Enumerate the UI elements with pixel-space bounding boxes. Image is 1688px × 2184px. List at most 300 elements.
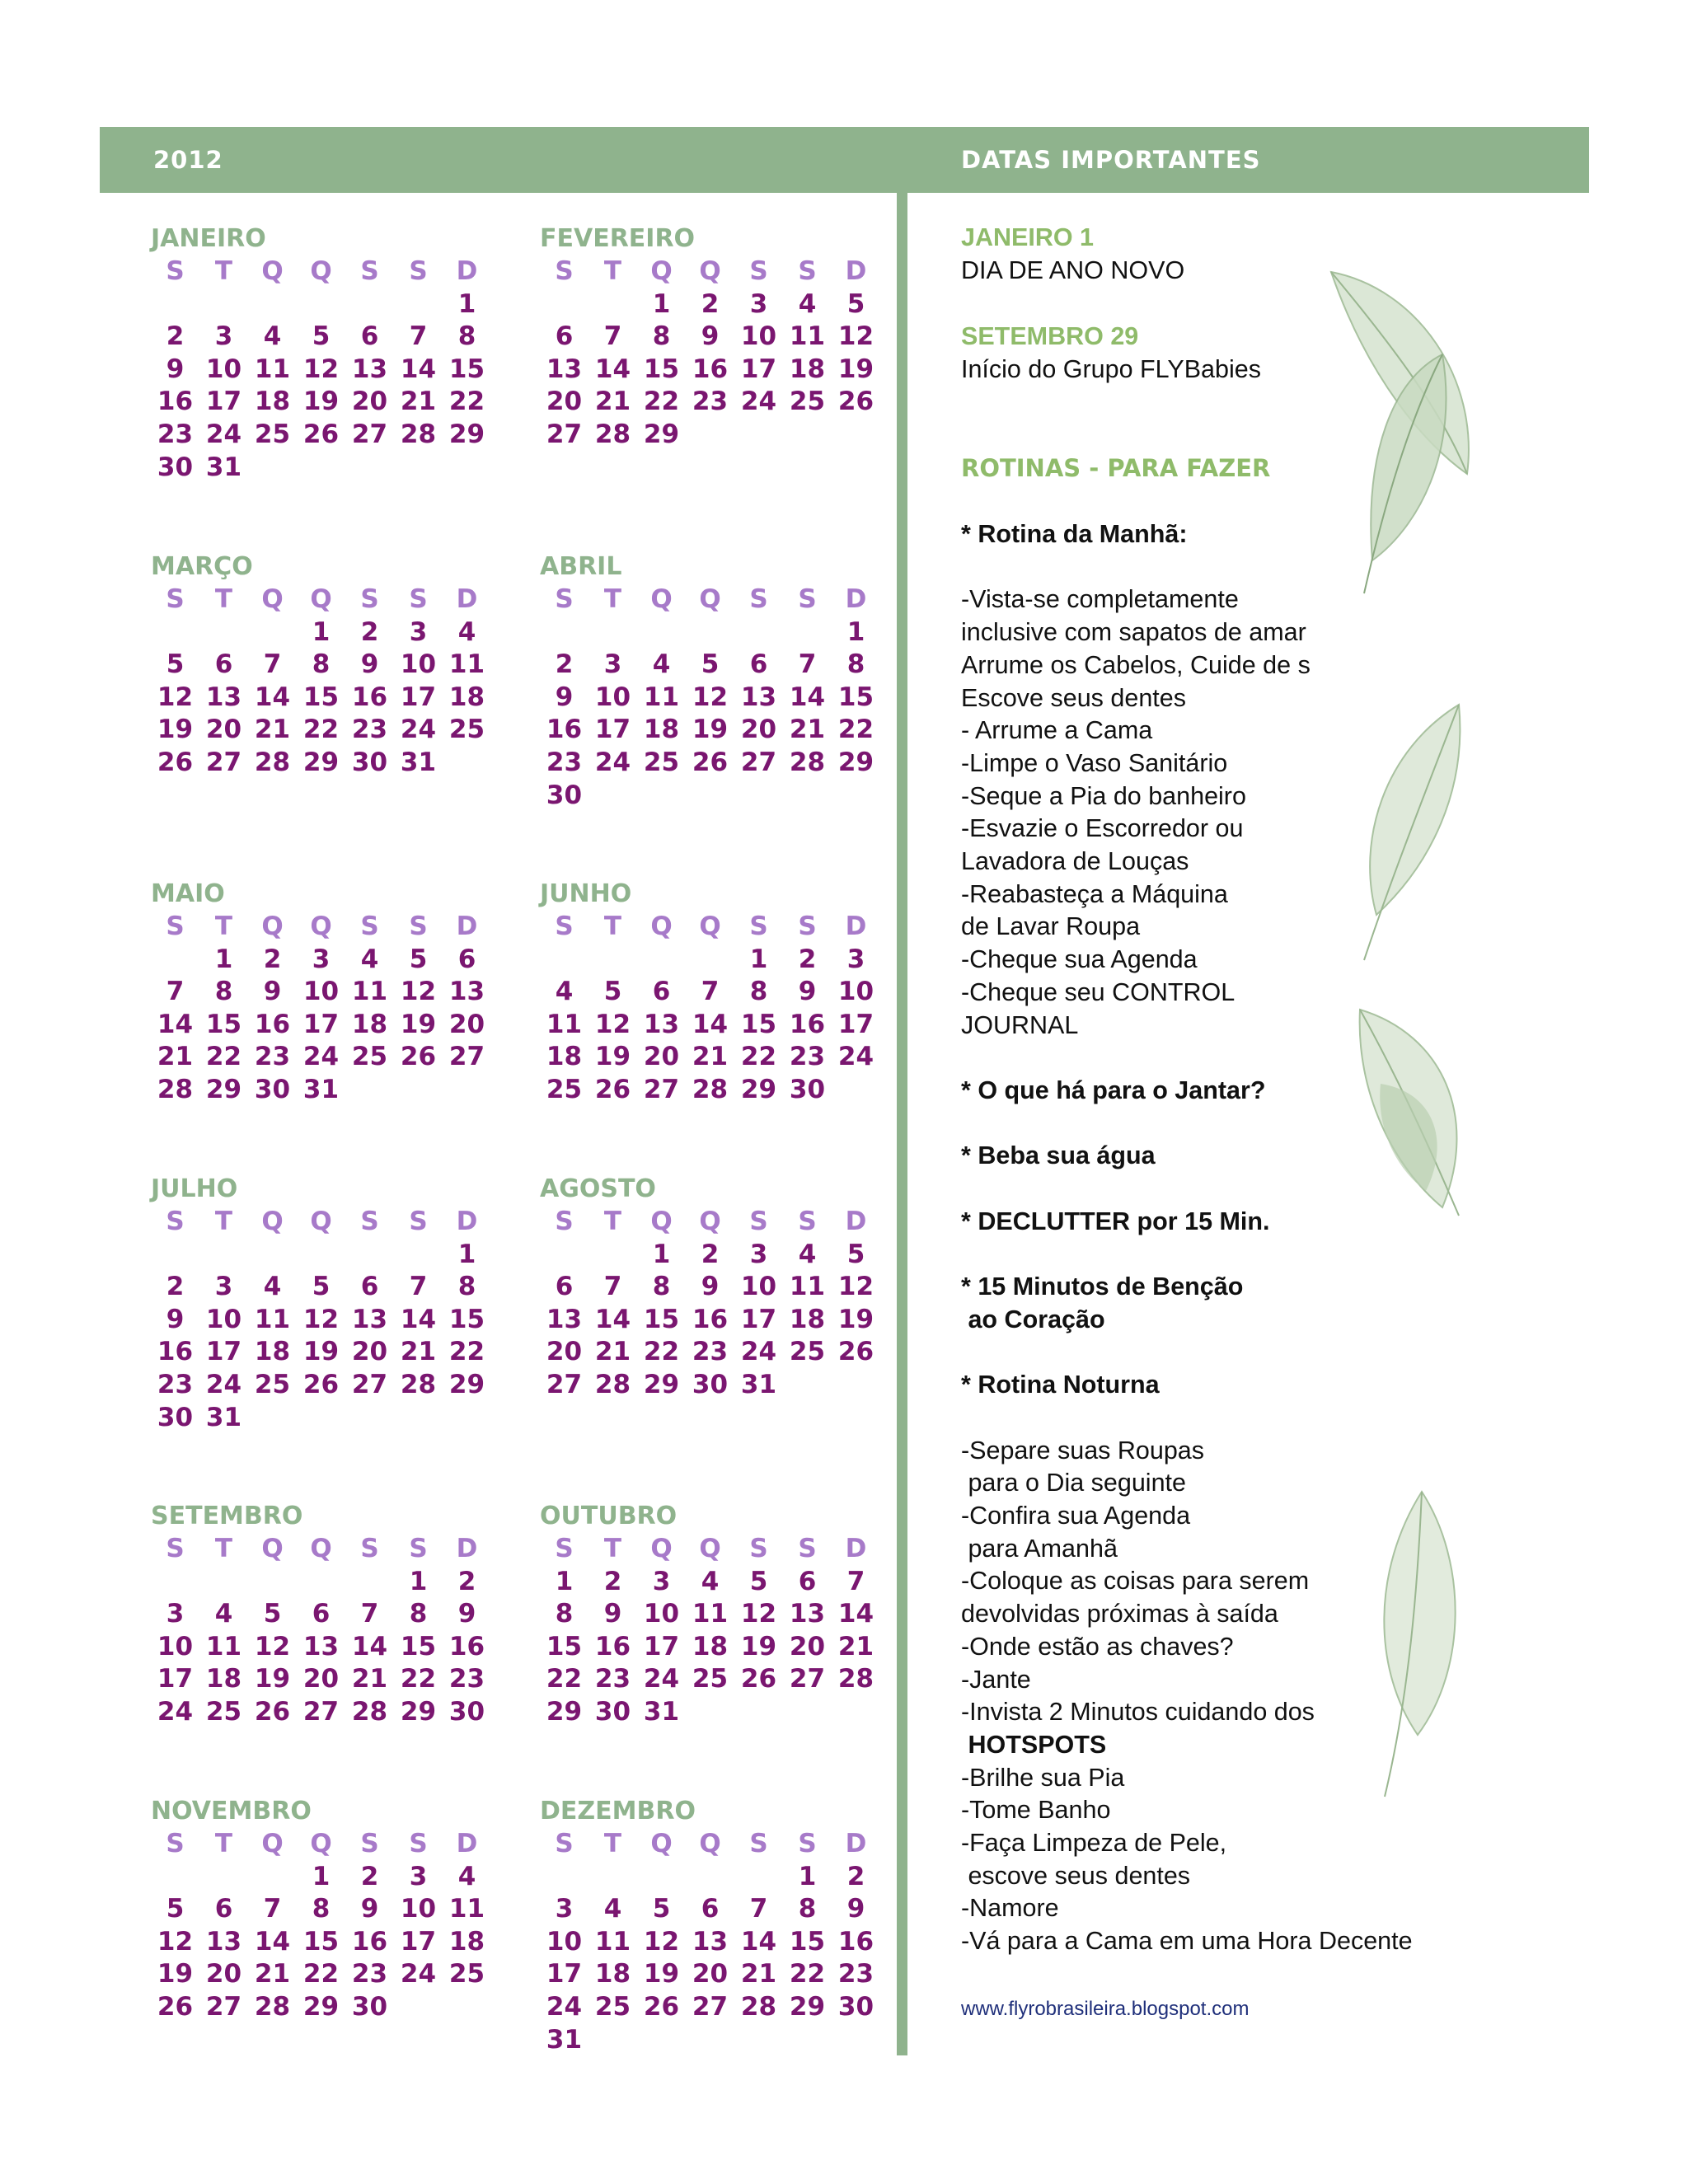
day-cell: 31: [205, 1402, 242, 1432]
routine-line: -Vá para a Cama em uma Hora Decente: [961, 1927, 1413, 1956]
day-cell: 28: [740, 1991, 777, 2022]
day-cell: 5: [312, 321, 331, 352]
routine-line: * Beba sua água: [961, 1141, 1156, 1170]
day-cell: 19: [837, 1304, 874, 1334]
day-cell: 6: [214, 1894, 233, 1924]
day-cell: 17: [740, 354, 777, 384]
day-cell: 3: [409, 1861, 428, 1891]
month-grid: [151, 1533, 491, 1729]
day-cell: 19: [302, 387, 340, 417]
weekday-label: Q: [699, 1534, 721, 1563]
day-cell: 5: [312, 1272, 331, 1302]
date-2-label: Início do Grupo FLYBabies: [961, 355, 1261, 383]
routine-line: ao Coração: [961, 1305, 1105, 1333]
day-cell: 11: [546, 1009, 583, 1039]
month-grid: [151, 1206, 491, 1434]
day-cell: 26: [837, 387, 874, 417]
day-cell: 18: [448, 1926, 485, 1957]
day-cell: 24: [837, 1042, 874, 1072]
weekday-label: Q: [650, 1829, 673, 1858]
day-cell: 22: [448, 1337, 485, 1367]
day-cell: 16: [351, 682, 388, 712]
day-cell: 11: [205, 1631, 242, 1661]
month-grid: [540, 1828, 880, 2056]
month-name: JULHO: [151, 1174, 238, 1203]
month-name: JANEIRO: [151, 224, 266, 253]
day-cell: 22: [302, 715, 340, 745]
day-cell: 21: [400, 387, 437, 417]
day-cell: 7: [263, 1894, 282, 1924]
day-cell: 14: [837, 1599, 874, 1629]
day-cell: 21: [157, 1042, 194, 1072]
day-cell: 28: [692, 1074, 729, 1104]
day-cell: [540, 616, 588, 649]
day-cell: 1: [555, 1566, 574, 1596]
weekday-label: Q: [650, 584, 673, 614]
day-cell: 30: [254, 1074, 291, 1104]
day-cell: 23: [254, 1042, 291, 1072]
routine-line: -Tome Banho: [961, 1796, 1111, 1825]
day-cell: 12: [740, 1599, 777, 1629]
day-cell: 10: [546, 1926, 583, 1957]
day-cell: 15: [643, 1304, 680, 1334]
day-cell: 3: [652, 1566, 671, 1596]
day-cell: 25: [546, 1074, 583, 1104]
day-cell: 26: [400, 1042, 437, 1072]
day-cell: 11: [692, 1599, 729, 1629]
day-cell: 4: [214, 1599, 233, 1629]
day-cell: 25: [448, 715, 485, 745]
day-cell: [540, 1239, 588, 1272]
day-cell: 1: [214, 944, 233, 974]
day-cell: 19: [643, 1959, 680, 1990]
day-cell: 27: [740, 747, 777, 777]
day-cell: 12: [692, 682, 729, 712]
day-cell: [394, 1402, 443, 1435]
routine-line: para Amanhã: [961, 1534, 1118, 1563]
day-cell: [248, 616, 297, 649]
day-cell: 20: [351, 1337, 388, 1367]
weekday-label: D: [456, 584, 478, 614]
day-cell: 21: [351, 1664, 388, 1694]
day-cell: 13: [205, 1926, 242, 1957]
day-cell: 8: [457, 321, 476, 352]
day-cell: 2: [846, 1861, 865, 1891]
leaf-icon: [1352, 701, 1475, 964]
day-cell: 13: [351, 1304, 388, 1334]
day-cell: 7: [701, 977, 720, 1007]
day-cell: 20: [351, 387, 388, 417]
weekday-label: S: [555, 1829, 574, 1858]
day-cell: 24: [205, 1369, 242, 1399]
weekday-label: D: [456, 1534, 478, 1563]
day-cell: 24: [740, 1337, 777, 1367]
day-cell: 12: [837, 1272, 874, 1302]
day-cell: 13: [692, 1926, 729, 1957]
day-cell: 13: [205, 682, 242, 712]
weekday-label: S: [555, 1534, 574, 1563]
day-cell: 2: [166, 321, 185, 352]
day-cell: [588, 616, 637, 649]
day-cell: 30: [448, 1696, 485, 1727]
day-cell: 16: [546, 715, 583, 745]
routine-line: -Onde estão as chaves?: [961, 1632, 1234, 1661]
day-cell: 19: [157, 715, 194, 745]
day-cell: 14: [594, 1304, 631, 1334]
day-cell: 5: [749, 1566, 768, 1596]
day-cell: 16: [789, 1009, 826, 1039]
day-cell: 30: [351, 1991, 388, 2022]
day-cell: 26: [740, 1664, 777, 1694]
day-cell: 20: [546, 387, 583, 417]
day-cell: 19: [692, 715, 729, 745]
day-cell: 23: [789, 1042, 826, 1072]
day-cell: 14: [740, 1926, 777, 1957]
weekday-label: S: [166, 1829, 185, 1858]
day-cell: 19: [837, 354, 874, 384]
day-cell: 20: [692, 1959, 729, 1990]
weekday-label: S: [798, 584, 817, 614]
day-cell: 23: [157, 419, 194, 449]
day-cell: 29: [643, 419, 680, 449]
day-cell: 4: [360, 944, 379, 974]
weekday-label: T: [214, 584, 233, 614]
day-cell: 10: [157, 1631, 194, 1661]
day-cell: 24: [594, 747, 631, 777]
day-cell: [637, 1861, 686, 1894]
routines-title: ROTINAS - PARA FAZER: [961, 454, 1271, 482]
day-cell: 7: [798, 649, 817, 680]
day-cell: 24: [740, 387, 777, 417]
day-cell: 18: [205, 1664, 242, 1694]
day-cell: 5: [701, 649, 720, 680]
day-cell: 22: [643, 1337, 680, 1367]
day-cell: 4: [457, 616, 476, 647]
day-cell: 19: [254, 1664, 291, 1694]
day-cell: 18: [351, 1009, 388, 1039]
day-cell: [248, 452, 297, 485]
day-cell: 4: [652, 649, 671, 680]
weekday-label: S: [409, 256, 428, 286]
day-cell: 6: [749, 649, 768, 680]
day-cell: 10: [643, 1599, 680, 1629]
day-cell: [443, 1991, 491, 2024]
weekday-label: Q: [310, 1829, 332, 1858]
day-cell: 25: [692, 1664, 729, 1694]
day-cell: 7: [166, 977, 185, 1007]
weekday-label: S: [555, 912, 574, 941]
day-cell: [297, 1402, 345, 1435]
day-cell: 6: [701, 1894, 720, 1924]
day-cell: 2: [701, 1239, 720, 1269]
weekday-label: S: [409, 584, 428, 614]
day-cell: 26: [594, 1074, 631, 1104]
day-cell: 28: [594, 1369, 631, 1399]
day-cell: 7: [846, 1566, 865, 1596]
day-cell: 5: [603, 977, 622, 1007]
day-cell: [832, 1369, 880, 1402]
day-cell: [686, 419, 734, 452]
month-name: NOVEMBRO: [151, 1797, 312, 1825]
day-cell: 15: [302, 682, 340, 712]
day-cell: 20: [740, 715, 777, 745]
day-cell: 21: [400, 1337, 437, 1367]
weekday-label: Q: [699, 584, 721, 614]
day-cell: 8: [312, 1894, 331, 1924]
weekday-label: T: [603, 584, 622, 614]
day-cell: [832, 1074, 880, 1107]
date-1-label: DIA DE ANO NOVO: [961, 256, 1185, 284]
day-cell: 17: [594, 715, 631, 745]
day-cell: 11: [254, 354, 291, 384]
leaf-icon: [1343, 1001, 1484, 1232]
day-cell: 23: [594, 1664, 631, 1694]
day-cell: [637, 780, 686, 813]
routine-line: Arrume os Cabelos, Cuide de s: [961, 650, 1311, 679]
day-cell: 5: [652, 1894, 671, 1924]
day-cell: [734, 616, 783, 649]
footer-link[interactable]: www.flyrobrasileira.blogspot.com: [961, 1998, 1250, 2020]
day-cell: [540, 1861, 588, 1894]
day-cell: 1: [652, 288, 671, 319]
day-cell: 28: [594, 419, 631, 449]
day-cell: [394, 452, 443, 485]
weekday-label: S: [166, 584, 185, 614]
day-cell: 2: [603, 1566, 622, 1596]
weekday-label: D: [845, 1829, 867, 1858]
day-cell: 17: [400, 1926, 437, 1957]
day-cell: 2: [701, 288, 720, 319]
month-grid: [540, 1206, 880, 1402]
day-cell: 16: [594, 1631, 631, 1661]
routine-line: inclusive com sapatos de amar: [961, 618, 1306, 647]
weekday-label: T: [214, 1534, 233, 1563]
day-cell: [783, 1696, 832, 1729]
weekday-label: Q: [261, 1207, 284, 1236]
day-cell: 15: [837, 682, 874, 712]
day-cell: 22: [302, 1959, 340, 1990]
day-cell: 12: [302, 1304, 340, 1334]
month-name: JUNHO: [540, 879, 632, 908]
day-cell: 8: [798, 1894, 817, 1924]
day-cell: [832, 419, 880, 452]
day-cell: [297, 452, 345, 485]
day-cell: [734, 1696, 783, 1729]
day-cell: 2: [457, 1566, 476, 1596]
day-cell: [686, 944, 734, 977]
day-cell: 9: [360, 1894, 379, 1924]
day-cell: 18: [643, 715, 680, 745]
day-cell: 25: [254, 1369, 291, 1399]
day-cell: [637, 2024, 686, 2057]
weekday-label: S: [360, 912, 379, 941]
day-cell: 9: [701, 321, 720, 352]
weekday-label: S: [166, 256, 185, 286]
day-cell: 8: [652, 1272, 671, 1302]
day-cell: 26: [157, 747, 194, 777]
day-cell: 13: [789, 1599, 826, 1629]
day-cell: [394, 1239, 443, 1272]
day-cell: 25: [254, 419, 291, 449]
day-cell: 4: [798, 288, 817, 319]
day-cell: 10: [740, 321, 777, 352]
day-cell: 29: [448, 419, 485, 449]
routine-line: * O que há para o Jantar?: [961, 1076, 1266, 1104]
routine-line: -Brilhe sua Pia: [961, 1763, 1125, 1792]
day-cell: 15: [448, 1304, 485, 1334]
day-cell: 29: [643, 1369, 680, 1399]
day-cell: 22: [837, 715, 874, 745]
day-cell: 21: [254, 715, 291, 745]
year-title: 2012: [153, 146, 223, 174]
day-cell: [248, 288, 297, 321]
weekday-label: D: [845, 584, 867, 614]
day-cell: [345, 1239, 394, 1272]
day-cell: 13: [546, 354, 583, 384]
day-cell: 24: [400, 715, 437, 745]
day-cell: 30: [837, 1991, 874, 2022]
routine-line: de Lavar Roupa: [961, 912, 1141, 941]
day-cell: [443, 1402, 491, 1435]
day-cell: 4: [798, 1239, 817, 1269]
month-name: DEZEMBRO: [540, 1797, 696, 1825]
day-cell: 29: [205, 1074, 242, 1104]
month-name: ABRIL: [540, 552, 622, 581]
weekday-label: D: [456, 912, 478, 941]
day-cell: 24: [643, 1664, 680, 1694]
day-cell: 21: [740, 1959, 777, 1990]
routine-line: -Cheque seu CONTROL: [961, 977, 1236, 1006]
routine-line: -Cheque sua Agenda: [961, 945, 1198, 974]
day-cell: [345, 452, 394, 485]
day-cell: 27: [448, 1042, 485, 1072]
day-cell: 10: [837, 977, 874, 1007]
day-cell: 27: [205, 747, 242, 777]
day-cell: 20: [448, 1009, 485, 1039]
day-cell: 19: [302, 1337, 340, 1367]
day-cell: [783, 1369, 832, 1402]
day-cell: 29: [546, 1696, 583, 1727]
day-cell: 26: [302, 419, 340, 449]
day-cell: 4: [701, 1566, 720, 1596]
day-cell: [588, 780, 637, 813]
day-cell: 9: [555, 682, 574, 712]
day-cell: 18: [789, 1304, 826, 1334]
day-cell: [637, 944, 686, 977]
day-cell: 5: [263, 1599, 282, 1629]
day-cell: 8: [214, 977, 233, 1007]
day-cell: 23: [692, 387, 729, 417]
day-cell: 25: [205, 1696, 242, 1727]
weekday-label: S: [749, 584, 768, 614]
header-bar: [100, 127, 1589, 193]
day-cell: [832, 2024, 880, 2057]
day-cell: 24: [157, 1696, 194, 1727]
day-cell: 1: [409, 1566, 428, 1596]
day-cell: [783, 419, 832, 452]
day-cell: 6: [652, 977, 671, 1007]
day-cell: 1: [652, 1239, 671, 1269]
day-cell: [151, 944, 199, 977]
day-cell: 2: [360, 1861, 379, 1891]
day-cell: 4: [603, 1894, 622, 1924]
day-cell: [199, 1239, 248, 1272]
day-cell: 19: [400, 1009, 437, 1039]
day-cell: 26: [157, 1991, 194, 2022]
day-cell: 23: [351, 1959, 388, 1990]
day-cell: 11: [351, 977, 388, 1007]
day-cell: 14: [400, 354, 437, 384]
day-cell: 16: [157, 1337, 194, 1367]
month-grid: [151, 1828, 491, 2024]
day-cell: 18: [448, 682, 485, 712]
day-cell: 12: [157, 1926, 194, 1957]
day-cell: 11: [643, 682, 680, 712]
weekday-label: S: [798, 256, 817, 286]
weekday-label: Q: [699, 256, 721, 286]
day-cell: 30: [546, 780, 583, 810]
day-cell: 14: [400, 1304, 437, 1334]
weekday-label: Q: [650, 912, 673, 941]
day-cell: 31: [740, 1369, 777, 1399]
day-cell: 23: [448, 1664, 485, 1694]
day-cell: 30: [157, 1402, 194, 1432]
day-cell: [832, 780, 880, 813]
weekday-label: S: [360, 584, 379, 614]
day-cell: 13: [546, 1304, 583, 1334]
day-cell: 29: [400, 1696, 437, 1727]
day-cell: 28: [837, 1664, 874, 1694]
day-cell: 30: [351, 747, 388, 777]
day-cell: 10: [205, 354, 242, 384]
day-cell: [443, 1074, 491, 1107]
day-cell: 4: [263, 1272, 282, 1302]
day-cell: 27: [546, 419, 583, 449]
day-cell: 9: [360, 649, 379, 680]
day-cell: 6: [360, 1272, 379, 1302]
day-cell: 12: [594, 1009, 631, 1039]
day-cell: [345, 1074, 394, 1107]
day-cell: 8: [749, 977, 768, 1007]
column-divider: [897, 193, 907, 2055]
day-cell: [686, 1696, 734, 1729]
day-cell: [783, 2024, 832, 2057]
day-cell: 25: [643, 747, 680, 777]
month-grid: [151, 583, 491, 780]
weekday-label: Q: [310, 1534, 332, 1563]
day-cell: 9: [603, 1599, 622, 1629]
day-cell: 26: [837, 1337, 874, 1367]
day-cell: 5: [166, 1894, 185, 1924]
day-cell: 20: [789, 1631, 826, 1661]
day-cell: 8: [846, 649, 865, 680]
day-cell: 7: [603, 321, 622, 352]
weekday-label: D: [845, 1534, 867, 1563]
weekday-label: D: [456, 256, 478, 286]
day-cell: 24: [302, 1042, 340, 1072]
day-cell: 12: [157, 682, 194, 712]
routine-line: -Vista-se completamente: [961, 585, 1239, 614]
routine-line: -Namore: [961, 1894, 1059, 1923]
weekday-label: T: [603, 1534, 622, 1563]
day-cell: 23: [692, 1337, 729, 1367]
routine-line: -Coloque as coisas para serem: [961, 1567, 1310, 1596]
day-cell: [248, 1566, 297, 1599]
weekday-label: S: [409, 912, 428, 941]
day-cell: 22: [448, 387, 485, 417]
day-cell: 15: [740, 1009, 777, 1039]
day-cell: 28: [400, 1369, 437, 1399]
